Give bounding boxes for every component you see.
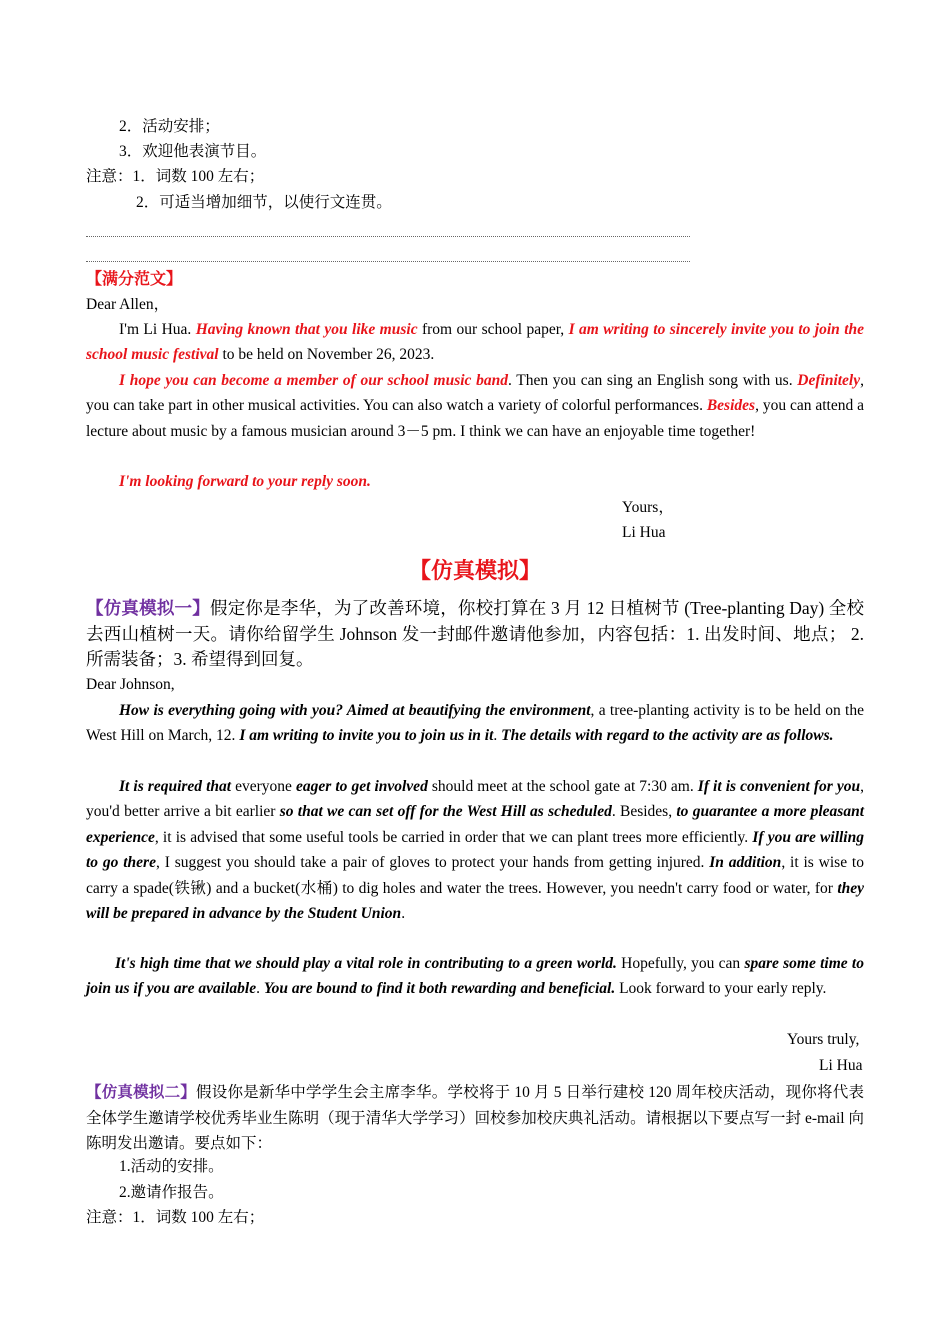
- sim1-greeting: Dear Johnson,: [86, 676, 175, 693]
- sample-paragraph-1: I'm Li Hua. Having known that you like music from our school paper, I am writing to sincerely invite you to join the school music festival to be held on November 26, 2023.: [86, 321, 865, 364]
- top-item-2: 2．活动安排；: [119, 118, 220, 135]
- sample-paragraph-3: I'm looking forward to your reply soon.: [119, 473, 371, 490]
- sim1-task: [86, 596, 864, 672]
- sim1-prompt: 假定你是李华，为了改善环境，你校打算在 3 月 12 日植树节 (Tree-planting Day) 全校去西山植树一天。请你给留学生 Johnson 发一封邮件邀请他参加，内容包括：1. 出发时间、地点； 2. 所需装备；3. 希望得到回复。: [86, 598, 865, 669]
- top-note-2: 2．可适当增加细节，以使行文连贯。: [136, 194, 392, 211]
- sample-signature: Li Hua: [622, 524, 666, 541]
- sim2-prompt: 假设你是新华中学学生会主席李华。学校将于 10 月 5 日举行建校 120 周年校庆活动，现你将代表全体学生邀请学校优秀毕业生陈明（现于清华大学学习）回校参加校庆典礼活动。请根据以下要点写一封 e-mail 向陈明发出邀请。要点如下：: [86, 1084, 864, 1152]
- sim2-task: [86, 1080, 864, 1157]
- sim1-label: 【仿真模拟一】: [86, 599, 210, 619]
- sim2-label: 【仿真模拟二】: [86, 1083, 197, 1101]
- sample-greeting: Dear Allen，: [86, 296, 170, 313]
- sample-paragraph-2: I hope you can become a member of our school music band. Then you can sing an English song with us. Definitely, you can take part in other musical activities. You can also watch a variety of colorful performances. Besides, you can attend a lecture about music by a famous musician around 3－5 pm. I think we can have an enjoyable time together!: [86, 372, 864, 440]
- sim2-item-1: 1.活动的安排。: [119, 1158, 224, 1175]
- sim2-item-2: 2.邀请作报告。: [119, 1184, 224, 1201]
- sample-heading: 【满分范文】: [86, 269, 183, 288]
- top-item-3: 3．欢迎他表演节目。: [119, 143, 267, 160]
- sim1-paragraph-3: It's high time that we should play a vital role in contributing to a green world. Hopefully, you can spare some time to join us if you are available. You are bound to find it both rewarding and beneficial. Look forward to your early reply.: [86, 955, 864, 998]
- sim1-paragraph-1: How is everything going with you? Aimed at beautifying the environment, a tree-planting activity is to be held on the West Hill on March, 12. I am writing to invite you to join us in it. The details with regard to the activity are as follows.: [86, 702, 864, 745]
- sim2-note-1: 注意：1．词数 100 左右；: [86, 1209, 265, 1226]
- sim1-closing: Yours truly,: [787, 1031, 860, 1048]
- top-note-1: 注意：1．词数 100 左右；: [86, 168, 265, 185]
- sim1-signature: Li Hua: [819, 1057, 863, 1074]
- sample-closing: Yours，: [622, 499, 674, 516]
- section-title: 【仿真模拟】: [408, 559, 541, 584]
- divider-1: [86, 236, 690, 237]
- divider-2: [86, 261, 690, 262]
- sim1-paragraph-2: It is required that everyone eager to get involved should meet at the school gate at 7:30 am. If it is convenient for you, you'd better arrive a bit earlier so that we can set off for the West Hill as scheduled. Besides, to guarantee a more pleasant experience, it is advised that some useful tools be carried in order that we can plant trees more efficiently. If you are willing to go there, I suggest you should take a pair of gloves to protect your hands from getting injured. In addition, it is wise to carry a spade(铁锹) and a bucket(水桶) to dig holes and water the trees. However, you needn't carry food or water, for they will be prepared in advance by the Student Union.: [86, 778, 865, 923]
